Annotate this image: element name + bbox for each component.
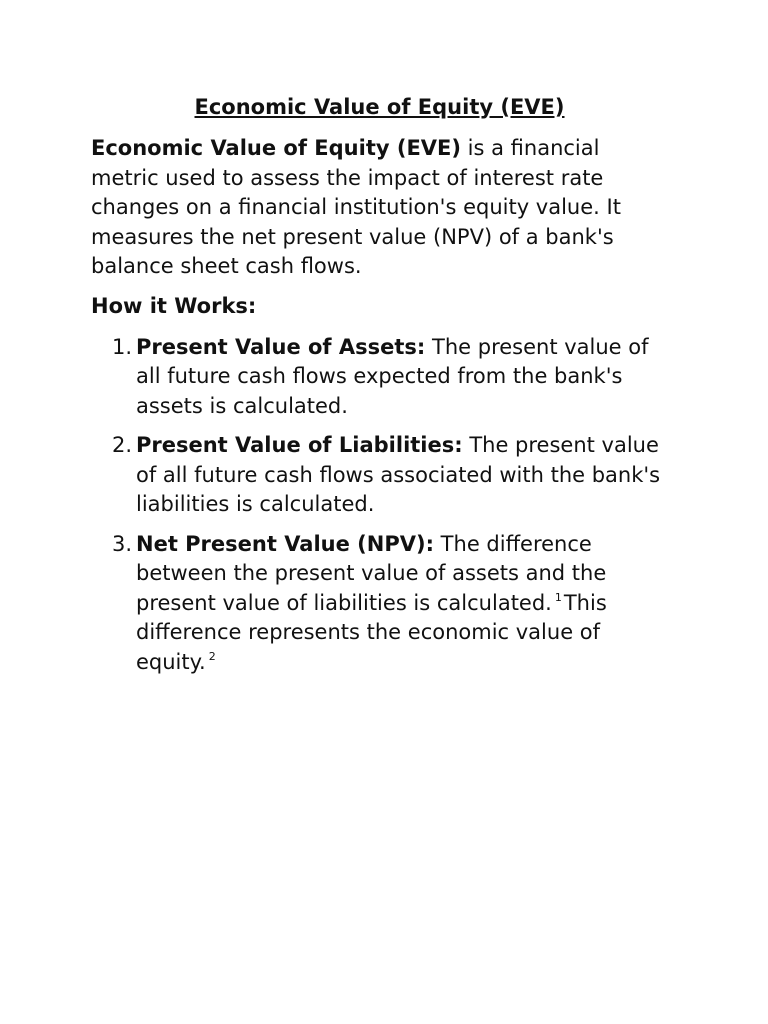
list-item (91, 333, 668, 422)
intro-text: is a financial metric used to assess the impact of interest rate changes on a financial institution's equity value. It measures the net present value (NPV) of a bank's balance sheet cash flows. (91, 136, 621, 278)
step-number: 2. (112, 433, 133, 457)
intro-paragraph (91, 134, 668, 282)
step-number: 1. (112, 334, 133, 359)
list-item (91, 431, 668, 520)
step-text: The difference between the present value of assets and the present value of liabilities is calculated. (136, 531, 607, 615)
step-term: Net Present Value (NPV): (136, 531, 434, 556)
step-term: Present Value of Liabilities: (136, 433, 463, 457)
intro-lead-term: Economic Value of Equity (EVE) (91, 136, 461, 160)
footnote-marker[interactable]: 1 (554, 590, 562, 604)
document-title: Economic Value of Equity (EVE) (194, 95, 565, 119)
step-term: Present Value of Assets: (136, 334, 426, 359)
step-text-continued: This difference represents the economic value of equity. (136, 590, 607, 674)
step-text: The present value of all future cash flows associated with the bank's liabilities is calculated. (136, 433, 661, 516)
step-number: 3. (112, 531, 133, 556)
section-heading: How it Works: (91, 293, 257, 318)
footnote-marker[interactable]: 2 (208, 649, 216, 663)
list-item (91, 530, 668, 678)
step-text: The present value of all future cash flows expected from the bank's assets is calculated. (136, 334, 649, 418)
steps-list (91, 333, 668, 678)
